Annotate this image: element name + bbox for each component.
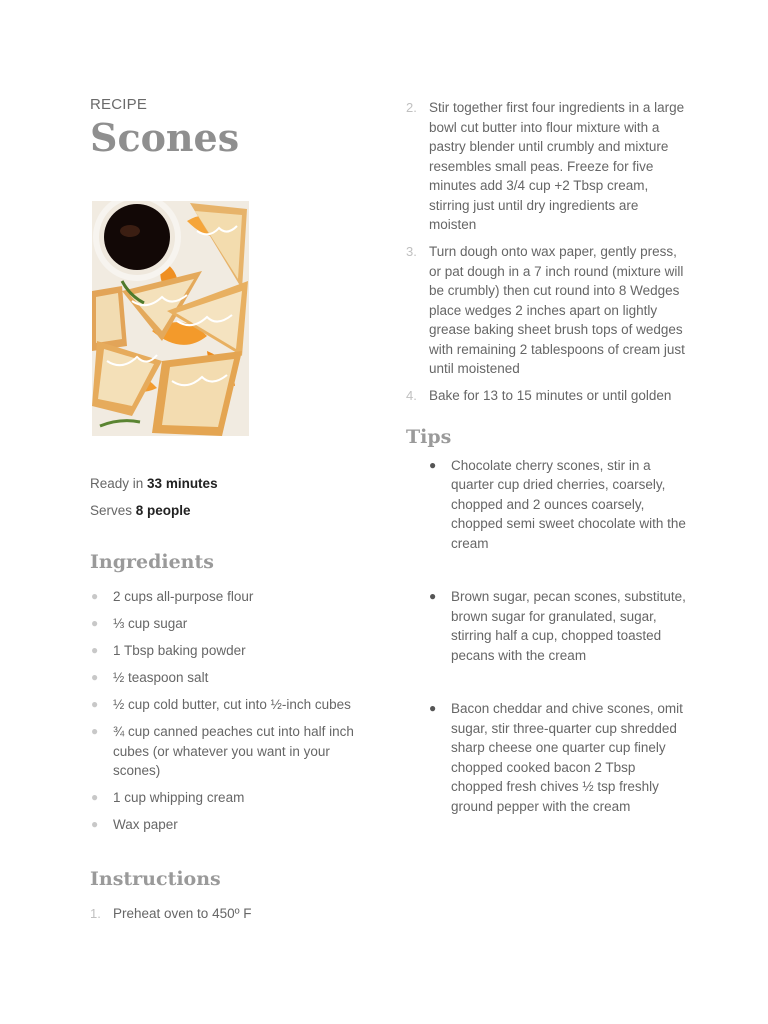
tips-heading: Tips xyxy=(406,425,452,448)
ingredients-heading: Ingredients xyxy=(90,551,214,573)
bullet-icon: ● xyxy=(429,701,437,715)
recipe-meta xyxy=(90,470,218,524)
ingredient-item xyxy=(90,668,360,688)
bullet-icon: ● xyxy=(91,589,99,603)
ingredient-text: ½ teaspoon salt xyxy=(113,670,209,685)
tip-item xyxy=(406,587,686,665)
bullet-icon: ● xyxy=(91,724,99,738)
instruction-step xyxy=(90,904,360,924)
ingredient-item xyxy=(90,587,360,607)
bullet-icon: ● xyxy=(429,589,437,603)
serves-value: 8 people xyxy=(135,503,191,518)
tip-text: Chocolate cherry scones, stir in a quarter cup dried cherries, coarsely, chopped and 2 ounces coarsely, chopped semi sweet chocolate with the cream xyxy=(451,457,686,551)
ingredient-text: ½ cup cold butter, cut into ½-inch cubes xyxy=(113,697,351,712)
recipe-photo xyxy=(92,201,249,436)
instructions-list-part-1 xyxy=(90,904,360,931)
step-text: Turn dough onto wax paper, gently press, or pat dough in a 7 inch round (mixture will be crumbly) then cut round into 8 Wedges place wedges 2 inches apart on lightly grease baking sheet brush tops of wedges with remaining 2 tablespoons of cream just until moistened xyxy=(429,244,685,376)
ingredient-item xyxy=(90,614,360,634)
bullet-icon: ● xyxy=(91,697,99,711)
ingredient-item xyxy=(90,815,360,835)
ingredient-text: 2 cups all-purpose flour xyxy=(113,589,254,604)
tip-item xyxy=(406,456,686,554)
ingredient-text: ¾ cup canned peaches cut into half inch cubes (or whatever you want in your scones) xyxy=(113,724,354,778)
step-number: 4. xyxy=(406,388,417,403)
tip-item xyxy=(406,699,686,816)
bullet-icon: ● xyxy=(91,670,99,684)
tip-text: Brown sugar, pecan scones, substitute, brown sugar for granulated, sugar, stirring half a cup, chopped toasted pecans with the cream xyxy=(451,589,686,663)
recipe-label: RECIPE xyxy=(90,96,148,113)
scones-photo-illustration xyxy=(92,201,249,436)
tip-text: Bacon cheddar and chive scones, omit sugar, stir three-quarter cup shredded sharp cheese one quarter cup finely chopped cooked bacon 2 Tbsp chopped fresh chives ½ tsp freshly ground pepper with the cream xyxy=(451,701,683,814)
bullet-icon: ● xyxy=(429,457,437,472)
tips-list xyxy=(406,456,686,817)
ingredient-text: Wax paper xyxy=(113,817,178,832)
ingredients-list xyxy=(90,587,360,842)
step-text: Stir together first four ingredients in a large bowl cut butter into flour mixture with a pastry blender until crumbly and mixture resembles small peas. Freeze for five minutes add 3/4 cup +2 Tbsp cream, stirring just until dry ingredients are moisten xyxy=(429,100,685,232)
ready-time xyxy=(90,470,218,497)
left-column xyxy=(90,96,360,921)
servings xyxy=(90,497,218,524)
bullet-icon: ● xyxy=(91,790,99,804)
ingredient-item xyxy=(90,641,360,661)
step-number: 3. xyxy=(406,244,417,259)
instructions-list-part-2 xyxy=(406,98,686,406)
step-text: Preheat oven to 450º F xyxy=(113,906,252,921)
ingredient-text: ⅓ cup sugar xyxy=(113,616,188,631)
ingredient-item xyxy=(90,722,360,781)
ready-value: 33 minutes xyxy=(147,476,218,491)
recipe-title: Scones xyxy=(90,115,240,160)
ready-prefix: Ready in xyxy=(90,476,148,491)
instructions-heading: Instructions xyxy=(90,868,221,890)
ingredient-item xyxy=(90,695,360,715)
ingredient-text: 1 Tbsp baking powder xyxy=(113,643,246,658)
right-column xyxy=(406,98,686,850)
ingredient-text: 1 cup whipping cream xyxy=(113,790,245,805)
step-text: Bake for 13 to 15 minutes or until golden xyxy=(429,388,672,403)
instruction-step xyxy=(406,386,686,406)
ingredient-item xyxy=(90,788,360,808)
step-number: 1. xyxy=(90,906,101,921)
bullet-icon: ● xyxy=(91,616,99,630)
instruction-step xyxy=(406,98,686,235)
instruction-step xyxy=(406,242,686,379)
bullet-icon: ● xyxy=(91,643,99,657)
bullet-icon: ● xyxy=(91,817,99,831)
step-number: 2. xyxy=(406,100,417,115)
serves-prefix: Serves xyxy=(90,503,136,518)
